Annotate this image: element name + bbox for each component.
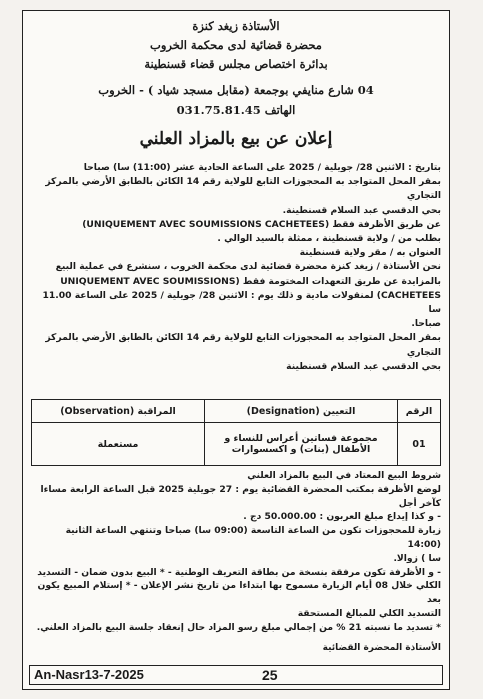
body-line: بمقر المحل المتواجد به المحجوزات التابع للولاية رقم 14 الكائن بالطابق الأرضي بالمركز التجاري: [45, 176, 441, 202]
body-line: بتاريخ : الاثنين 28/ جويلية / 2025 على الساعة الحادية عشر (11:00) سا) صباحا: [83, 162, 441, 173]
body-line: بمقر المحل المتواجد به المحجوزات التابع للولاية رقم 14 الكائن بالطابق الأرضي بالمركز التجاري: [45, 332, 441, 358]
item-designation: مجموعة فساتين أعراس للنساء و الأطفال (بنات) و اكسسوارات: [205, 423, 398, 466]
condition-line: شروط البيع المعتاد في البيع بالمزاد العلني: [247, 470, 441, 481]
body-line: CACHETEES) لمنقولات مادية و ذلك يوم : الاثنين 28/ جويلية / 2025 على الساعة 11.00 سا: [42, 289, 441, 316]
condition-line: الكلي خلال 08 أيام الزيارة مسموح بها ابتداءا من تاريخ نشر الإعلان - * إستلام المبيع يكون بعد: [37, 580, 441, 606]
bailiff-name: الأستاذة زيغد كنزة: [192, 19, 280, 33]
body-line: عن طريق الأظرفة فقط (UNIQUEMENT AVEC SOUMISSIONS CACHETEES): [82, 218, 441, 230]
condition-line: كآخر أجل: [398, 497, 441, 509]
phone: الهاتف 031.75.81.45: [176, 103, 296, 117]
condition-line: زيارة للمحجوزات تكون من الساعة التاسعة (09:00 سا) صباحا وتنتهي الساعة الثانية (14:00: [65, 525, 441, 550]
condition-line: التسديد الكلي للمبالغ المستحقة: [297, 607, 441, 619]
newspaper-date: An-Nasr13-7-2025: [34, 667, 144, 682]
page-number: 25: [262, 667, 278, 683]
page-title: إعلان عن بيع بالمزاد العلني: [139, 129, 333, 149]
body-line: بحي الدقسي عبد السلام قسنطينة: [286, 360, 441, 372]
body-line: بطلب من / ولاية قسنطينة ، ممثلة بالسيد الوالي .: [217, 233, 441, 245]
col-number-header: الرقم: [398, 400, 441, 423]
item-observation: مستعملة: [32, 423, 205, 466]
body-line: بحي الدقسي عبد السلام قسنطينة.: [282, 204, 441, 216]
condition-line: لوضع الأظرفة بمكتب المحضرة القضائية يوم : 27 جويلية 2025 قبل الساعة الرابعة مساءا: [40, 483, 441, 495]
table-row: [32, 423, 441, 466]
sale-conditions: [29, 469, 441, 635]
bailiff-title: محضرة قضائية لدى محكمة الخروب: [150, 38, 322, 52]
body-line: نحن الأستاذة / زيغد كنزة محضرة قضائية لدى محكمة الخروب ، سنشرع في عملية البيع: [55, 261, 441, 273]
jurisdiction: بدائرة اختصاص مجلس قضاء قسنطينة: [144, 57, 328, 71]
condition-line: - و الأظرفة تكون مرفقة بنسخة من بطاقة التعريف الوطنية - * البيع بدون ضمان - التسديد: [37, 566, 441, 578]
table-header-row: [32, 400, 441, 423]
condition-line: سا ) زوالا.: [393, 552, 441, 564]
announcement-page: [22, 10, 450, 690]
col-observation-header: المراقبة (Observation): [32, 400, 205, 423]
newspaper-footer: [29, 665, 443, 685]
col-designation-header: التعيين (Designation): [205, 400, 398, 423]
items-table: [31, 399, 441, 466]
address: 04 شارع منايفي بوجمعة (مقابل مسجد شياد ) - الخروب: [98, 83, 374, 97]
signature: الأستاذة المحضرة القضائية: [322, 643, 441, 653]
condition-line: - و كذا إيداع مبلغ العربون : 50.000.00 دج .: [243, 511, 441, 523]
body-line: بالمزايدة عن طريق التعهدات المختومة فقط (UNIQUEMENT AVEC SOUMISSIONS: [60, 275, 441, 287]
item-number: 01: [398, 423, 441, 466]
condition-line: * تسديد ما نسبته 21 % من إجمالي مبلغ رسو المزاد حال إنعقاد جلسة البيع بالمزاد العلني.: [36, 621, 441, 633]
announcement-body: [29, 161, 441, 374]
body-line: العنوان به / مقر ولاية قسنطينة: [299, 247, 441, 259]
body-line: صباحا.: [411, 318, 441, 330]
